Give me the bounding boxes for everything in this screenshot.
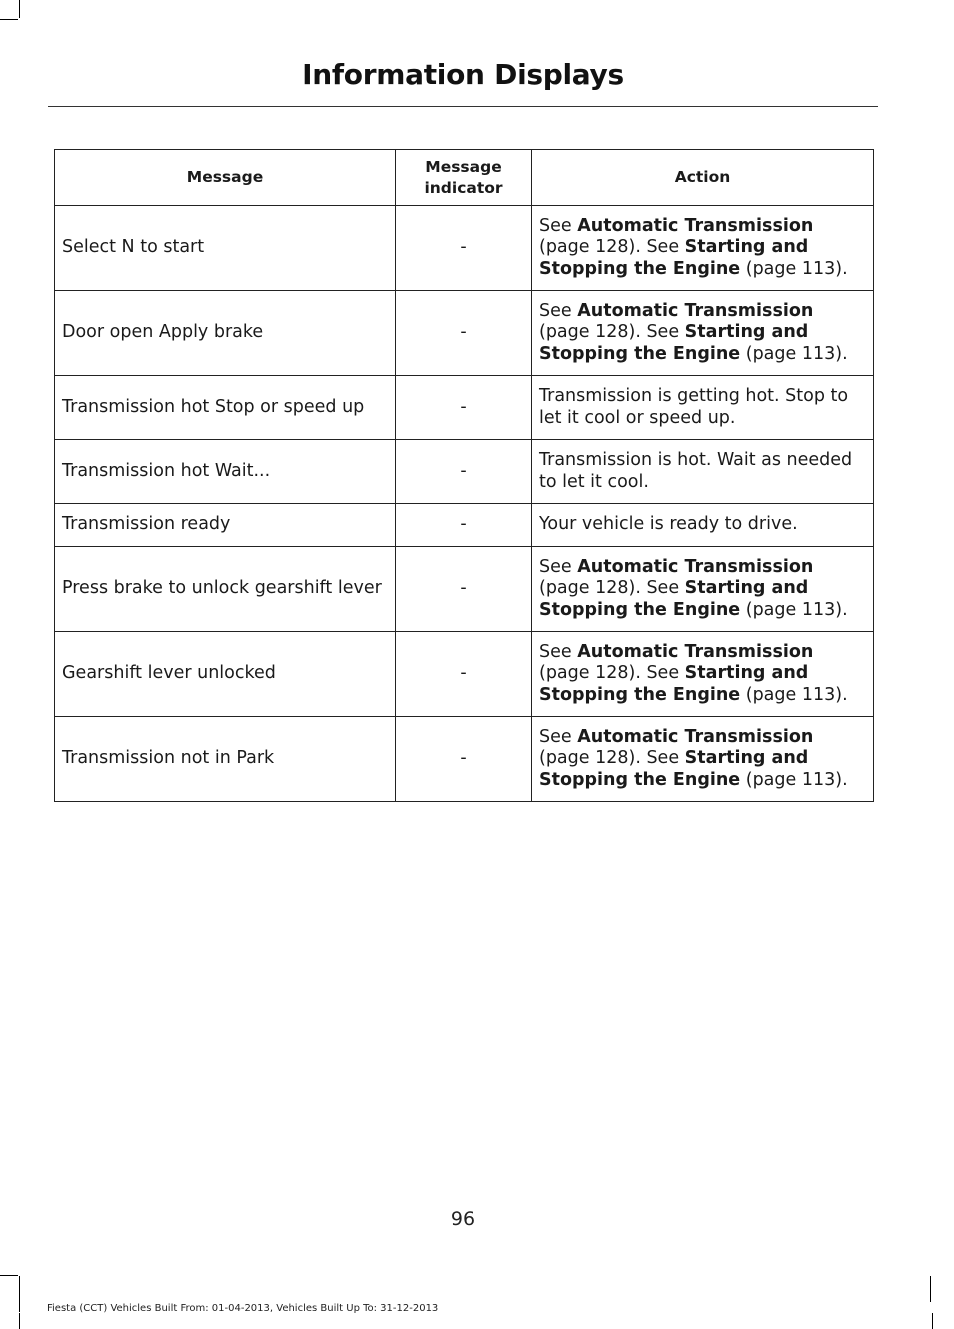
message-cell: Press brake to unlock gearshift lever <box>55 547 396 632</box>
action-text: See <box>539 215 578 236</box>
action-text: (page 113). <box>740 684 848 705</box>
reference-link: Starting and Stopping the Engine <box>539 748 809 790</box>
action-text: See <box>539 726 578 747</box>
crop-mark <box>932 1313 933 1329</box>
crop-mark <box>0 1275 18 1276</box>
table-row <box>55 547 874 632</box>
title-divider <box>48 106 878 107</box>
crop-mark <box>930 1276 931 1302</box>
message-cell: Select N to start <box>55 206 396 291</box>
crop-mark <box>0 19 18 20</box>
action-cell <box>532 291 874 376</box>
action-text: (page 128). See <box>539 322 685 343</box>
action-cell <box>532 206 874 291</box>
indicator-cell: - <box>396 547 532 632</box>
action-text: (page 128). See <box>539 578 685 599</box>
reference-link: Starting and Stopping the Engine <box>539 663 809 705</box>
crop-mark <box>19 1313 20 1329</box>
reference-link: Automatic Transmission <box>577 726 814 747</box>
action-cell <box>532 504 874 547</box>
indicator-cell: - <box>396 206 532 291</box>
message-cell: Transmission not in Park <box>55 717 396 802</box>
action-text: (page 113). <box>740 343 848 364</box>
indicator-cell: - <box>396 291 532 376</box>
table-row <box>55 504 874 547</box>
action-text: Transmission is getting hot. Stop to let it cool or speed up. <box>539 386 849 428</box>
message-cell: Transmission hot Wait... <box>55 440 396 504</box>
action-text: Transmission is hot. Wait as needed to let it cool. <box>539 450 853 492</box>
column-header-action: Action <box>532 150 874 206</box>
table-row <box>55 440 874 504</box>
crop-mark <box>19 0 20 18</box>
table-row <box>55 632 874 717</box>
table-row <box>55 376 874 440</box>
action-text: (page 113). <box>740 769 848 790</box>
column-header-indicator: Message indicator <box>396 150 532 206</box>
table-row <box>55 291 874 376</box>
action-text: (page 113). <box>740 599 848 620</box>
messages-table <box>54 149 874 802</box>
action-text: (page 113). <box>740 258 848 279</box>
action-cell <box>532 376 874 440</box>
action-cell <box>532 547 874 632</box>
indicator-cell: - <box>396 376 532 440</box>
action-cell <box>532 440 874 504</box>
message-cell: Transmission ready <box>55 504 396 547</box>
page-title: Information Displays <box>302 58 624 91</box>
reference-link: Starting and Stopping the Engine <box>539 237 809 279</box>
action-text: (page 128). See <box>539 237 685 258</box>
reference-link: Automatic Transmission <box>577 641 814 662</box>
indicator-cell: - <box>396 504 532 547</box>
action-text: (page 128). See <box>539 663 685 684</box>
action-text: See <box>539 300 578 321</box>
column-header-message: Message <box>55 150 396 206</box>
reference-link: Starting and Stopping the Engine <box>539 578 809 620</box>
action-text: See <box>539 641 578 662</box>
table-body <box>55 206 874 802</box>
message-cell: Gearshift lever unlocked <box>55 632 396 717</box>
reference-link: Automatic Transmission <box>577 556 814 577</box>
reference-link: Starting and Stopping the Engine <box>539 322 809 364</box>
message-cell: Door open Apply brake <box>55 291 396 376</box>
action-text: Your vehicle is ready to drive. <box>539 514 798 535</box>
message-cell: Transmission hot Stop or speed up <box>55 376 396 440</box>
action-text: See <box>539 556 578 577</box>
indicator-cell: - <box>396 717 532 802</box>
crop-mark <box>19 1276 20 1312</box>
table-row <box>55 206 874 291</box>
indicator-cell: - <box>396 632 532 717</box>
reference-link: Automatic Transmission <box>577 215 814 236</box>
page-number: 96 <box>450 1208 476 1230</box>
reference-link: Automatic Transmission <box>577 300 814 321</box>
table-row <box>55 717 874 802</box>
footer-text: Fiesta (CCT) Vehicles Built From: 01-04-2013, Vehicles Built Up To: 31-12-2013 <box>47 1303 439 1314</box>
indicator-cell: - <box>396 440 532 504</box>
action-text: (page 128). See <box>539 748 685 769</box>
action-cell <box>532 717 874 802</box>
action-cell <box>532 632 874 717</box>
